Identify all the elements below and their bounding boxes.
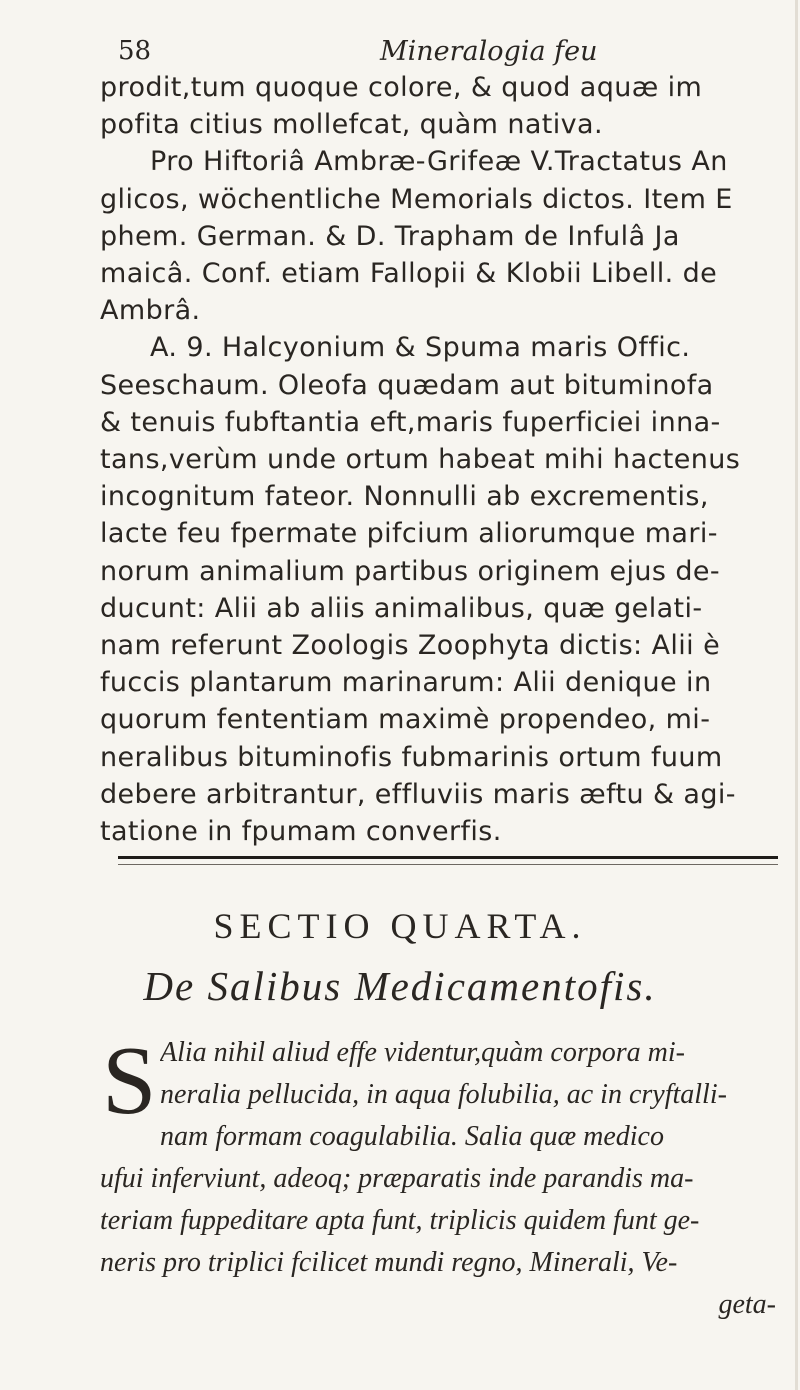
body-line: Pro Hiftoriâ Ambræ-Grifeæ V.Tractatus An xyxy=(150,146,728,178)
body-line: Ambrâ. xyxy=(100,295,201,327)
section-title: De Salibus Medicamentofis. xyxy=(143,963,657,1009)
body-line: & tenuis fubftantia eft,maris fuperficiei inna- xyxy=(100,406,721,438)
body-line: incognitum fateor. Nonnulli ab excrementis, xyxy=(100,481,709,513)
intro-line: neralia pellucida, in aqua folubilia, ac in cryftalli- xyxy=(160,1079,727,1110)
page-edge xyxy=(795,0,798,1390)
body-line: ducunt: Alii ab aliis animalibus, quæ gelati- xyxy=(100,592,703,624)
body-line: nam referunt Zoologis Zoophyta dictis: Alii è xyxy=(100,630,721,661)
body-line: neralibus bituminofis fubmarinis ortum fuum xyxy=(100,741,723,773)
running-head: Mineralogia feu xyxy=(380,36,598,67)
body-line: quorum fententiam maximè propendeo, mi- xyxy=(100,704,711,736)
body-line: fuccis plantarum marinarum: Alii denique in xyxy=(100,667,712,699)
page-number: 58 xyxy=(118,36,152,66)
body-line: norum animalium partibus originem ejus de- xyxy=(100,555,721,587)
body-line: tatione in fpumam converfis. xyxy=(100,816,502,847)
body-line: phem. German. & D. Trapham de Infulâ Ja xyxy=(100,220,680,252)
body-line: Seeschaum. Oleofa quædam aut bituminofa xyxy=(100,369,714,401)
intro-line: neris pro triplici fcilicet mundi regno, Minerali, Ve- xyxy=(100,1247,678,1278)
body-line: tans,verùm unde ortum habeat mihi hactenus xyxy=(100,444,741,475)
catchword: geta- xyxy=(718,1289,776,1320)
body-line: debere arbitrantur, effluviis maris æftu & agi- xyxy=(100,778,736,810)
section-heading: SECTIO QUARTA. xyxy=(213,906,587,946)
body-line: maicâ. Conf. etiam Fallopii & Klobii Libell. de xyxy=(100,258,718,289)
body-line: prodit,tum quoque colore, & quod aquæ im xyxy=(100,72,703,103)
section-rule xyxy=(118,856,778,865)
intro-line: ufui inferviunt, adeoq; præparatis inde parandis ma- xyxy=(100,1163,694,1194)
body-line: pofita citius mollefcat, quàm nativa. xyxy=(100,109,603,141)
intro-line: Alia nihil aliud effe videntur,quàm corpora mi- xyxy=(160,1037,685,1068)
intro-line: nam formam coagulabilia. Salia quæ medico xyxy=(160,1121,664,1152)
intro-line: teriam fuppeditare apta funt, triplicis quidem funt ge- xyxy=(100,1205,700,1236)
body-line: glicos, wöchentliche Memorials dictos. Item E xyxy=(100,183,733,215)
drop-cap: S xyxy=(102,1027,157,1135)
body-line: A. 9. Halcyonium & Spuma maris Offic. xyxy=(150,332,691,364)
body-line: lacte feu fpermate pifcium aliorumque mari- xyxy=(100,518,718,550)
